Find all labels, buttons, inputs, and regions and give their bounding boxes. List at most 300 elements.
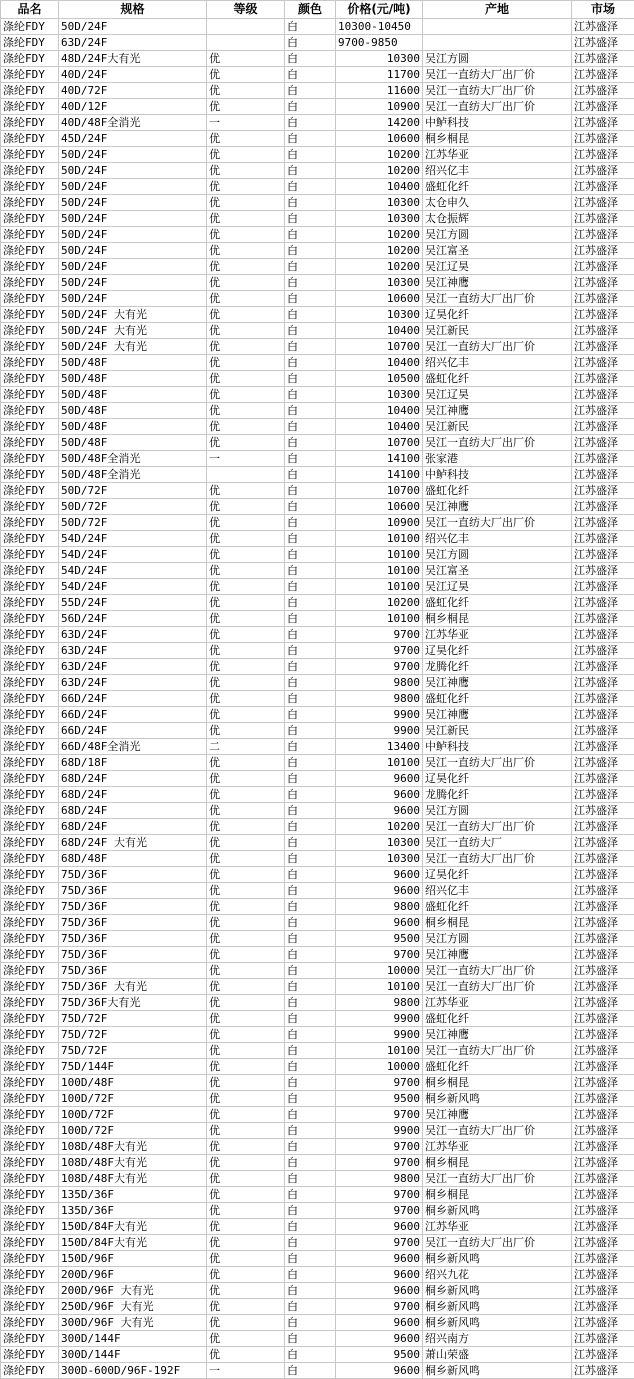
origin-cell: 吴江一直纺大厂出厂价 bbox=[423, 963, 572, 979]
market-cell: 江苏盛泽 bbox=[572, 755, 634, 771]
product-name-cell: 涤纶FDY bbox=[1, 67, 59, 83]
grade-cell: 优 bbox=[207, 595, 285, 611]
grade-cell: 优 bbox=[207, 1315, 285, 1331]
price-cell: 9700 bbox=[336, 1075, 423, 1091]
price-cell: 10200 bbox=[336, 259, 423, 275]
table-row bbox=[1, 835, 634, 851]
table-row bbox=[1, 1107, 634, 1123]
table-row bbox=[1, 435, 634, 451]
product-name-cell: 涤纶FDY bbox=[1, 579, 59, 595]
spec-cell: 200D/96F bbox=[59, 1267, 207, 1283]
spec-cell: 50D/24F bbox=[59, 19, 207, 35]
table-row bbox=[1, 163, 634, 179]
color-cell: 白 bbox=[285, 1283, 336, 1299]
spec-cell: 100D/72F bbox=[59, 1107, 207, 1123]
color-cell: 白 bbox=[285, 595, 336, 611]
price-cell: 9700-9850 bbox=[336, 35, 423, 51]
grade-cell: 优 bbox=[207, 1251, 285, 1267]
market-cell: 江苏盛泽 bbox=[572, 83, 634, 99]
grade-cell: 优 bbox=[207, 1331, 285, 1347]
product-name-cell: 涤纶FDY bbox=[1, 291, 59, 307]
spec-cell: 68D/18F bbox=[59, 755, 207, 771]
price-cell: 9900 bbox=[336, 723, 423, 739]
origin-cell: 桐乡新风鸣 bbox=[423, 1203, 572, 1219]
spec-cell: 50D/48F bbox=[59, 403, 207, 419]
color-cell: 白 bbox=[285, 531, 336, 547]
price-cell: 10200 bbox=[336, 147, 423, 163]
product-name-cell: 涤纶FDY bbox=[1, 131, 59, 147]
product-name-cell: 涤纶FDY bbox=[1, 1091, 59, 1107]
product-name-cell: 涤纶FDY bbox=[1, 1043, 59, 1059]
market-cell: 江苏盛泽 bbox=[572, 419, 634, 435]
table-row bbox=[1, 387, 634, 403]
grade-cell: 优 bbox=[207, 243, 285, 259]
spec-cell: 135D/36F bbox=[59, 1187, 207, 1203]
table-row bbox=[1, 51, 634, 67]
table-row bbox=[1, 67, 634, 83]
spec-cell: 50D/24F bbox=[59, 163, 207, 179]
product-name-cell: 涤纶FDY bbox=[1, 1139, 59, 1155]
spec-cell: 63D/24F bbox=[59, 643, 207, 659]
origin-cell: 桐乡新风鸣 bbox=[423, 1283, 572, 1299]
product-name-cell: 涤纶FDY bbox=[1, 931, 59, 947]
origin-cell: 太仓振辉 bbox=[423, 211, 572, 227]
market-cell: 江苏盛泽 bbox=[572, 1203, 634, 1219]
market-cell: 江苏盛泽 bbox=[572, 611, 634, 627]
spec-cell: 40D/48F全消光 bbox=[59, 115, 207, 131]
color-cell: 白 bbox=[285, 851, 336, 867]
color-cell: 白 bbox=[285, 499, 336, 515]
table-row bbox=[1, 899, 634, 915]
price-cell: 10400 bbox=[336, 323, 423, 339]
origin-cell: 龙腾化纤 bbox=[423, 787, 572, 803]
color-cell: 白 bbox=[285, 179, 336, 195]
grade-cell: 优 bbox=[207, 611, 285, 627]
price-cell: 10100 bbox=[336, 755, 423, 771]
product-name-cell: 涤纶FDY bbox=[1, 115, 59, 131]
product-name-cell: 涤纶FDY bbox=[1, 1203, 59, 1219]
color-cell: 白 bbox=[285, 1203, 336, 1219]
product-name-cell: 涤纶FDY bbox=[1, 835, 59, 851]
price-cell: 10900 bbox=[336, 515, 423, 531]
market-cell: 江苏盛泽 bbox=[572, 1107, 634, 1123]
table-row bbox=[1, 1155, 634, 1171]
price-cell: 9700 bbox=[336, 627, 423, 643]
market-cell: 江苏盛泽 bbox=[572, 1171, 634, 1187]
product-name-cell: 涤纶FDY bbox=[1, 915, 59, 931]
color-cell: 白 bbox=[285, 803, 336, 819]
origin-cell: 吴江新民 bbox=[423, 723, 572, 739]
table-row bbox=[1, 19, 634, 35]
price-cell: 10600 bbox=[336, 291, 423, 307]
origin-cell: 吴江一直纺大厂出厂价 bbox=[423, 1043, 572, 1059]
color-cell: 白 bbox=[285, 83, 336, 99]
market-cell: 江苏盛泽 bbox=[572, 1059, 634, 1075]
spec-cell: 150D/84F大有光 bbox=[59, 1235, 207, 1251]
grade-cell: 优 bbox=[207, 851, 285, 867]
product-name-cell: 涤纶FDY bbox=[1, 1011, 59, 1027]
color-cell: 白 bbox=[285, 1059, 336, 1075]
product-name-cell: 涤纶FDY bbox=[1, 1363, 59, 1379]
market-cell: 江苏盛泽 bbox=[572, 899, 634, 915]
color-cell: 白 bbox=[285, 1251, 336, 1267]
product-name-cell: 涤纶FDY bbox=[1, 531, 59, 547]
table-row bbox=[1, 979, 634, 995]
origin-cell: 吴江神鹰 bbox=[423, 707, 572, 723]
price-cell: 10300-10450 bbox=[336, 19, 423, 35]
product-name-cell: 涤纶FDY bbox=[1, 163, 59, 179]
grade-cell: 优 bbox=[207, 211, 285, 227]
color-cell: 白 bbox=[285, 355, 336, 371]
grade-cell: 优 bbox=[207, 291, 285, 307]
color-cell: 白 bbox=[285, 1155, 336, 1171]
spec-cell: 50D/24F bbox=[59, 227, 207, 243]
origin-cell: 吴江一直纺大厂出厂价 bbox=[423, 819, 572, 835]
origin-cell: 吴江一直纺大厂出厂价 bbox=[423, 1235, 572, 1251]
spec-cell: 66D/48F全消光 bbox=[59, 739, 207, 755]
origin-cell: 桐乡桐昆 bbox=[423, 1187, 572, 1203]
spec-cell: 250D/96F 大有光 bbox=[59, 1299, 207, 1315]
table-row bbox=[1, 499, 634, 515]
color-cell: 白 bbox=[285, 1043, 336, 1059]
table-row bbox=[1, 403, 634, 419]
product-name-cell: 涤纶FDY bbox=[1, 243, 59, 259]
table-row bbox=[1, 1299, 634, 1315]
product-name-cell: 涤纶FDY bbox=[1, 483, 59, 499]
origin-cell: 吴江神鹰 bbox=[423, 1107, 572, 1123]
grade-cell: 优 bbox=[207, 227, 285, 243]
origin-cell: 绍兴南方 bbox=[423, 1331, 572, 1347]
price-cell: 11700 bbox=[336, 67, 423, 83]
market-cell: 江苏盛泽 bbox=[572, 675, 634, 691]
spec-cell: 75D/144F bbox=[59, 1059, 207, 1075]
product-name-cell: 涤纶FDY bbox=[1, 1235, 59, 1251]
origin-cell: 辽昊化纤 bbox=[423, 307, 572, 323]
header-price: 价格(元/吨) bbox=[336, 1, 423, 19]
spec-cell: 63D/24F bbox=[59, 35, 207, 51]
grade-cell: 优 bbox=[207, 307, 285, 323]
table-row bbox=[1, 1075, 634, 1091]
market-cell: 江苏盛泽 bbox=[572, 227, 634, 243]
product-name-cell: 涤纶FDY bbox=[1, 307, 59, 323]
market-cell: 江苏盛泽 bbox=[572, 915, 634, 931]
market-cell: 江苏盛泽 bbox=[572, 547, 634, 563]
market-cell: 江苏盛泽 bbox=[572, 243, 634, 259]
color-cell: 白 bbox=[285, 403, 336, 419]
color-cell: 白 bbox=[285, 515, 336, 531]
color-cell: 白 bbox=[285, 723, 336, 739]
origin-cell: 辽昊化纤 bbox=[423, 771, 572, 787]
table-row bbox=[1, 83, 634, 99]
product-name-cell: 涤纶FDY bbox=[1, 643, 59, 659]
table-row bbox=[1, 579, 634, 595]
origin-cell: 吴江方圆 bbox=[423, 51, 572, 67]
color-cell: 白 bbox=[285, 1011, 336, 1027]
color-cell: 白 bbox=[285, 147, 336, 163]
color-cell: 白 bbox=[285, 995, 336, 1011]
grade-cell: 优 bbox=[207, 403, 285, 419]
table-row bbox=[1, 611, 634, 627]
price-cell: 9500 bbox=[336, 931, 423, 947]
origin-cell: 吴江神鹰 bbox=[423, 499, 572, 515]
grade-cell: 优 bbox=[207, 259, 285, 275]
market-cell: 江苏盛泽 bbox=[572, 515, 634, 531]
spec-cell: 50D/24F bbox=[59, 243, 207, 259]
spec-cell: 68D/24F bbox=[59, 803, 207, 819]
spec-cell: 50D/24F 大有光 bbox=[59, 307, 207, 323]
origin-cell: 江苏华亚 bbox=[423, 1219, 572, 1235]
color-cell: 白 bbox=[285, 1107, 336, 1123]
spec-cell: 300D/96F 大有光 bbox=[59, 1315, 207, 1331]
table-row bbox=[1, 1283, 634, 1299]
grade-cell: 优 bbox=[207, 1139, 285, 1155]
product-name-cell: 涤纶FDY bbox=[1, 387, 59, 403]
table-row bbox=[1, 1203, 634, 1219]
price-cell: 9900 bbox=[336, 707, 423, 723]
price-cell: 10300 bbox=[336, 307, 423, 323]
header-grade: 等级 bbox=[207, 1, 285, 19]
spec-cell: 100D/72F bbox=[59, 1091, 207, 1107]
spec-cell: 50D/24F bbox=[59, 147, 207, 163]
grade-cell: 优 bbox=[207, 1267, 285, 1283]
price-cell: 10100 bbox=[336, 531, 423, 547]
market-cell: 江苏盛泽 bbox=[572, 307, 634, 323]
price-cell: 9600 bbox=[336, 1251, 423, 1267]
market-cell: 江苏盛泽 bbox=[572, 371, 634, 387]
market-cell: 江苏盛泽 bbox=[572, 739, 634, 755]
origin-cell: 桐乡桐昆 bbox=[423, 915, 572, 931]
color-cell: 白 bbox=[285, 1187, 336, 1203]
price-cell: 10300 bbox=[336, 835, 423, 851]
price-cell: 10200 bbox=[336, 819, 423, 835]
grade-cell: 优 bbox=[207, 163, 285, 179]
color-cell: 白 bbox=[285, 1123, 336, 1139]
color-cell: 白 bbox=[285, 419, 336, 435]
origin-cell: 吴江一直纺大厂出厂价 bbox=[423, 1123, 572, 1139]
origin-cell: 吴江一直纺大厂出厂价 bbox=[423, 291, 572, 307]
table-row bbox=[1, 691, 634, 707]
product-name-cell: 涤纶FDY bbox=[1, 675, 59, 691]
table-row bbox=[1, 755, 634, 771]
market-cell: 江苏盛泽 bbox=[572, 323, 634, 339]
price-cell: 10300 bbox=[336, 51, 423, 67]
table-row bbox=[1, 723, 634, 739]
spec-cell: 68D/24F bbox=[59, 771, 207, 787]
origin-cell: 江苏华亚 bbox=[423, 995, 572, 1011]
grade-cell: 优 bbox=[207, 707, 285, 723]
price-cell: 9900 bbox=[336, 1123, 423, 1139]
color-cell: 白 bbox=[285, 291, 336, 307]
grade-cell: 优 bbox=[207, 339, 285, 355]
table-row bbox=[1, 371, 634, 387]
market-cell: 江苏盛泽 bbox=[572, 723, 634, 739]
origin-cell: 萧山荣盛 bbox=[423, 1347, 572, 1363]
origin-cell: 盛虹化纤 bbox=[423, 595, 572, 611]
market-cell: 江苏盛泽 bbox=[572, 483, 634, 499]
product-name-cell: 涤纶FDY bbox=[1, 771, 59, 787]
table-row bbox=[1, 803, 634, 819]
product-name-cell: 涤纶FDY bbox=[1, 755, 59, 771]
table-row bbox=[1, 323, 634, 339]
header-origin: 产地 bbox=[423, 1, 572, 19]
grade-cell: 优 bbox=[207, 899, 285, 915]
color-cell: 白 bbox=[285, 835, 336, 851]
grade-cell: 优 bbox=[207, 675, 285, 691]
table-row bbox=[1, 419, 634, 435]
color-cell: 白 bbox=[285, 739, 336, 755]
spec-cell: 50D/24F bbox=[59, 179, 207, 195]
price-cell: 10500 bbox=[336, 371, 423, 387]
table-row bbox=[1, 99, 634, 115]
color-cell: 白 bbox=[285, 659, 336, 675]
product-name-cell: 涤纶FDY bbox=[1, 995, 59, 1011]
spec-cell: 66D/24F bbox=[59, 707, 207, 723]
color-cell: 白 bbox=[285, 883, 336, 899]
product-name-cell: 涤纶FDY bbox=[1, 1059, 59, 1075]
spec-cell: 75D/36F bbox=[59, 899, 207, 915]
spec-cell: 54D/24F bbox=[59, 547, 207, 563]
product-name-cell: 涤纶FDY bbox=[1, 403, 59, 419]
grade-cell: 优 bbox=[207, 803, 285, 819]
grade-cell: 优 bbox=[207, 659, 285, 675]
origin-cell bbox=[423, 35, 572, 51]
table-row bbox=[1, 707, 634, 723]
price-cell: 14200 bbox=[336, 115, 423, 131]
price-cell: 9800 bbox=[336, 691, 423, 707]
spec-cell: 75D/36F bbox=[59, 915, 207, 931]
spec-cell: 150D/96F bbox=[59, 1251, 207, 1267]
grade-cell: 优 bbox=[207, 99, 285, 115]
market-cell: 江苏盛泽 bbox=[572, 963, 634, 979]
table-row bbox=[1, 1235, 634, 1251]
table-row bbox=[1, 1331, 634, 1347]
origin-cell: 吴江富圣 bbox=[423, 243, 572, 259]
grade-cell: 优 bbox=[207, 787, 285, 803]
product-name-cell: 涤纶FDY bbox=[1, 867, 59, 883]
color-cell: 白 bbox=[285, 51, 336, 67]
color-cell: 白 bbox=[285, 627, 336, 643]
origin-cell: 吴江一直纺大厂出厂价 bbox=[423, 67, 572, 83]
price-cell: 9600 bbox=[336, 1219, 423, 1235]
origin-cell: 吴江神鹰 bbox=[423, 675, 572, 691]
origin-cell: 盛虹化纤 bbox=[423, 899, 572, 915]
product-name-cell: 涤纶FDY bbox=[1, 819, 59, 835]
price-cell: 10200 bbox=[336, 227, 423, 243]
table-row bbox=[1, 1187, 634, 1203]
product-name-cell: 涤纶FDY bbox=[1, 739, 59, 755]
market-cell: 江苏盛泽 bbox=[572, 803, 634, 819]
origin-cell: 吴江神鹰 bbox=[423, 403, 572, 419]
price-cell: 10200 bbox=[336, 163, 423, 179]
price-cell: 9700 bbox=[336, 659, 423, 675]
market-cell: 江苏盛泽 bbox=[572, 451, 634, 467]
origin-cell: 吴江神鹰 bbox=[423, 275, 572, 291]
color-cell: 白 bbox=[285, 19, 336, 35]
origin-cell: 中鲈科技 bbox=[423, 467, 572, 483]
product-name-cell: 涤纶FDY bbox=[1, 1123, 59, 1139]
price-cell: 9700 bbox=[336, 1187, 423, 1203]
spec-cell: 75D/36F bbox=[59, 963, 207, 979]
grade-cell bbox=[207, 35, 285, 51]
product-name-cell: 涤纶FDY bbox=[1, 1171, 59, 1187]
grade-cell: 优 bbox=[207, 931, 285, 947]
header-color: 颜色 bbox=[285, 1, 336, 19]
grade-cell: 优 bbox=[207, 355, 285, 371]
market-cell: 江苏盛泽 bbox=[572, 659, 634, 675]
price-cell: 9700 bbox=[336, 1235, 423, 1251]
grade-cell: 优 bbox=[207, 67, 285, 83]
product-name-cell: 涤纶FDY bbox=[1, 515, 59, 531]
color-cell: 白 bbox=[285, 243, 336, 259]
product-name-cell: 涤纶FDY bbox=[1, 1219, 59, 1235]
color-cell: 白 bbox=[285, 323, 336, 339]
product-name-cell: 涤纶FDY bbox=[1, 851, 59, 867]
origin-cell: 辽昊化纤 bbox=[423, 867, 572, 883]
spec-cell: 54D/24F bbox=[59, 579, 207, 595]
spec-cell: 50D/48F bbox=[59, 371, 207, 387]
grade-cell: 二 bbox=[207, 739, 285, 755]
product-name-cell: 涤纶FDY bbox=[1, 707, 59, 723]
market-cell: 江苏盛泽 bbox=[572, 1043, 634, 1059]
table-row bbox=[1, 1043, 634, 1059]
product-name-cell: 涤纶FDY bbox=[1, 563, 59, 579]
table-row bbox=[1, 915, 634, 931]
spec-cell: 50D/48F bbox=[59, 419, 207, 435]
market-cell: 江苏盛泽 bbox=[572, 179, 634, 195]
price-cell: 10000 bbox=[336, 1059, 423, 1075]
product-name-cell: 涤纶FDY bbox=[1, 1283, 59, 1299]
color-cell: 白 bbox=[285, 579, 336, 595]
spec-cell: 40D/12F bbox=[59, 99, 207, 115]
origin-cell: 盛虹化纤 bbox=[423, 1011, 572, 1027]
color-cell: 白 bbox=[285, 1363, 336, 1379]
grade-cell: 优 bbox=[207, 627, 285, 643]
product-name-cell: 涤纶FDY bbox=[1, 899, 59, 915]
price-cell: 10700 bbox=[336, 339, 423, 355]
origin-cell bbox=[423, 19, 572, 35]
origin-cell: 盛虹化纤 bbox=[423, 1059, 572, 1075]
grade-cell: 优 bbox=[207, 947, 285, 963]
color-cell: 白 bbox=[285, 691, 336, 707]
price-cell: 10700 bbox=[336, 483, 423, 499]
grade-cell: 优 bbox=[207, 483, 285, 499]
table-row bbox=[1, 1123, 634, 1139]
table-row bbox=[1, 531, 634, 547]
price-cell: 9600 bbox=[336, 803, 423, 819]
grade-cell: 优 bbox=[207, 547, 285, 563]
origin-cell: 盛虹化纤 bbox=[423, 179, 572, 195]
grade-cell: 优 bbox=[207, 371, 285, 387]
color-cell: 白 bbox=[285, 947, 336, 963]
color-cell: 白 bbox=[285, 915, 336, 931]
table-row bbox=[1, 643, 634, 659]
color-cell: 白 bbox=[285, 675, 336, 691]
spec-cell: 300D-600D/96F-192F bbox=[59, 1363, 207, 1379]
grade-cell: 优 bbox=[207, 419, 285, 435]
table-row bbox=[1, 995, 634, 1011]
spec-cell: 50D/72F bbox=[59, 515, 207, 531]
color-cell: 白 bbox=[285, 547, 336, 563]
origin-cell: 桐乡新风鸣 bbox=[423, 1315, 572, 1331]
table-row bbox=[1, 195, 634, 211]
product-name-cell: 涤纶FDY bbox=[1, 195, 59, 211]
origin-cell: 江苏华亚 bbox=[423, 627, 572, 643]
price-cell: 10600 bbox=[336, 131, 423, 147]
origin-cell: 盛虹化纤 bbox=[423, 483, 572, 499]
product-name-cell: 涤纶FDY bbox=[1, 323, 59, 339]
market-cell: 江苏盛泽 bbox=[572, 131, 634, 147]
color-cell: 白 bbox=[285, 435, 336, 451]
